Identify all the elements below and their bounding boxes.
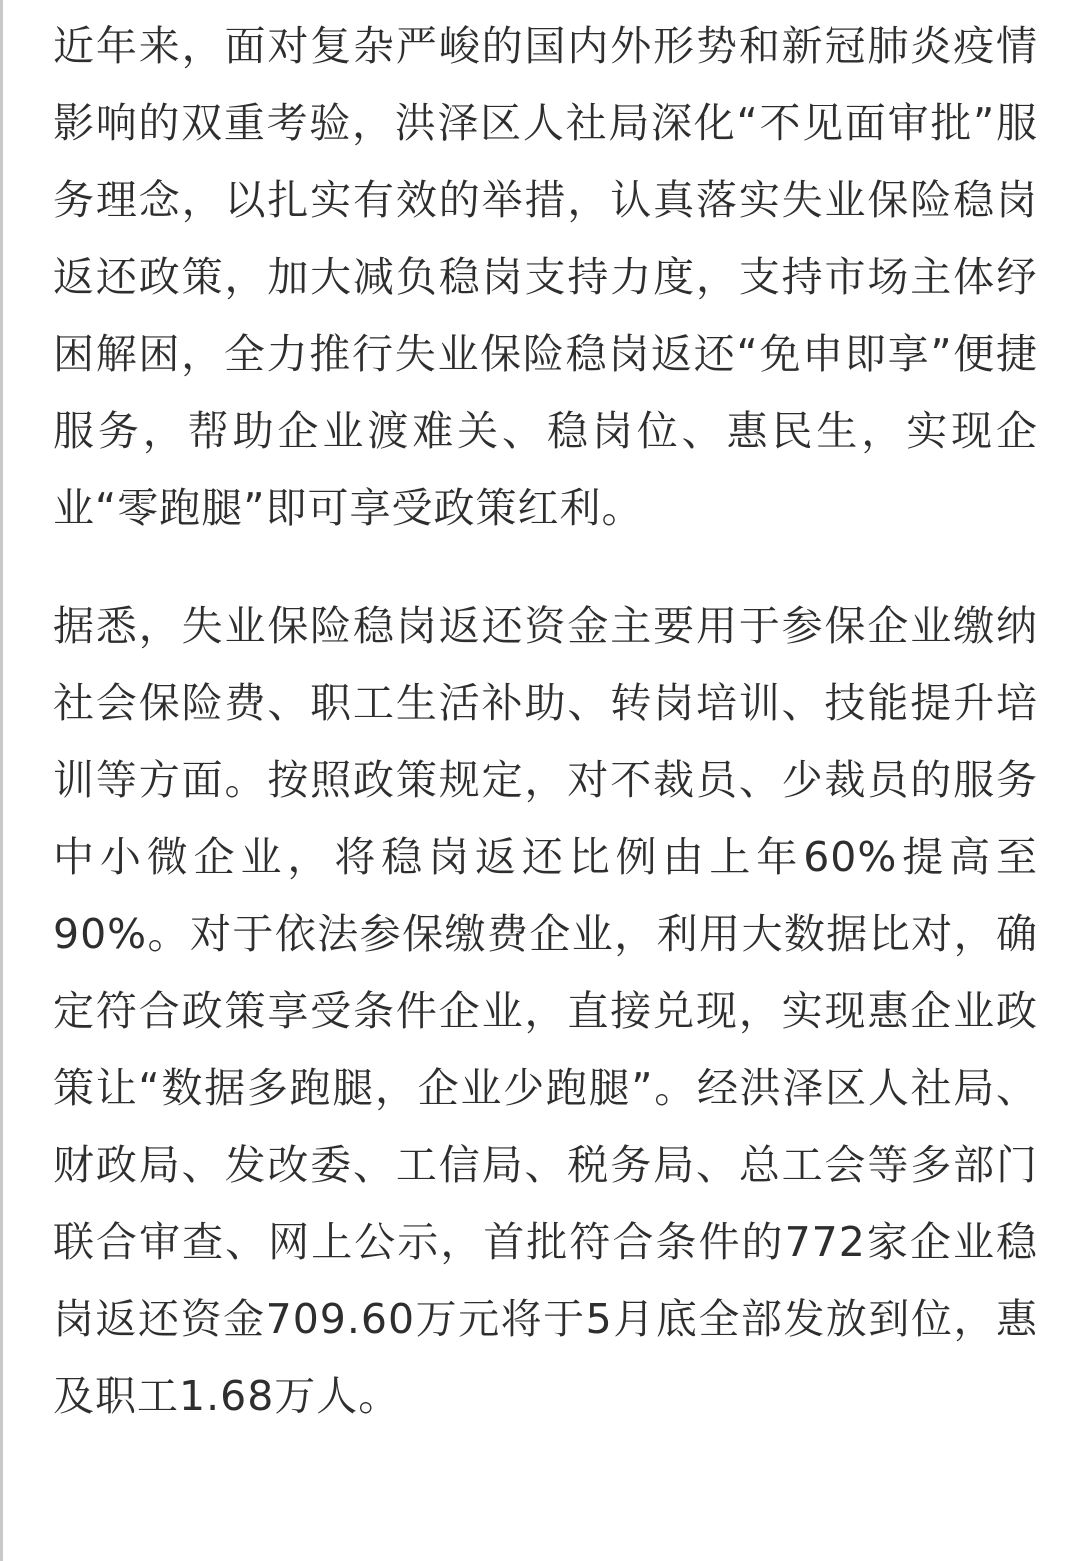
left-edge-divider (0, 0, 3, 1561)
article-body (53, 0, 1038, 1435)
article-paragraph-2: 据悉，失业保险稳岗返还资金主要用于参保企业缴纳社会保险费、职工生活补助、转岗培训、技能提升培训等方面。按照政策规定，对不裁员、少裁员的服务中小微企业，将稳岗返还比例由上年60%提高至90%。对于依法参保缴费企业，利用大数据比对，确定符合政策享受条件企业，直接兑现，实现惠企业政策让“数据多跑腿，企业少跑腿”。经洪泽区人社局、财政局、发改委、工信局、税务局、总工会等多部门联合审查、网上公示，首批符合条件的772家企业稳岗返还资金709.60万元将于5月底全部发放到位，惠及职工1.68万人。 (53, 601, 1038, 1421)
article-paragraph-1: 近年来，面对复杂严峻的国内外形势和新冠肺炎疫情影响的双重考验，洪泽区人社局深化“不见面审批”服务理念，以扎实有效的举措，认真落实失业保险稳岗返还政策，加大减负稳岗支持力度，支持市场主体纾困解困，全力推行失业保险稳岗返还“免申即享”便捷服务，帮助企业渡难关、稳岗位、惠民生，实现企业“零跑腿”即可享受政策红利。 (53, 22, 1038, 533)
